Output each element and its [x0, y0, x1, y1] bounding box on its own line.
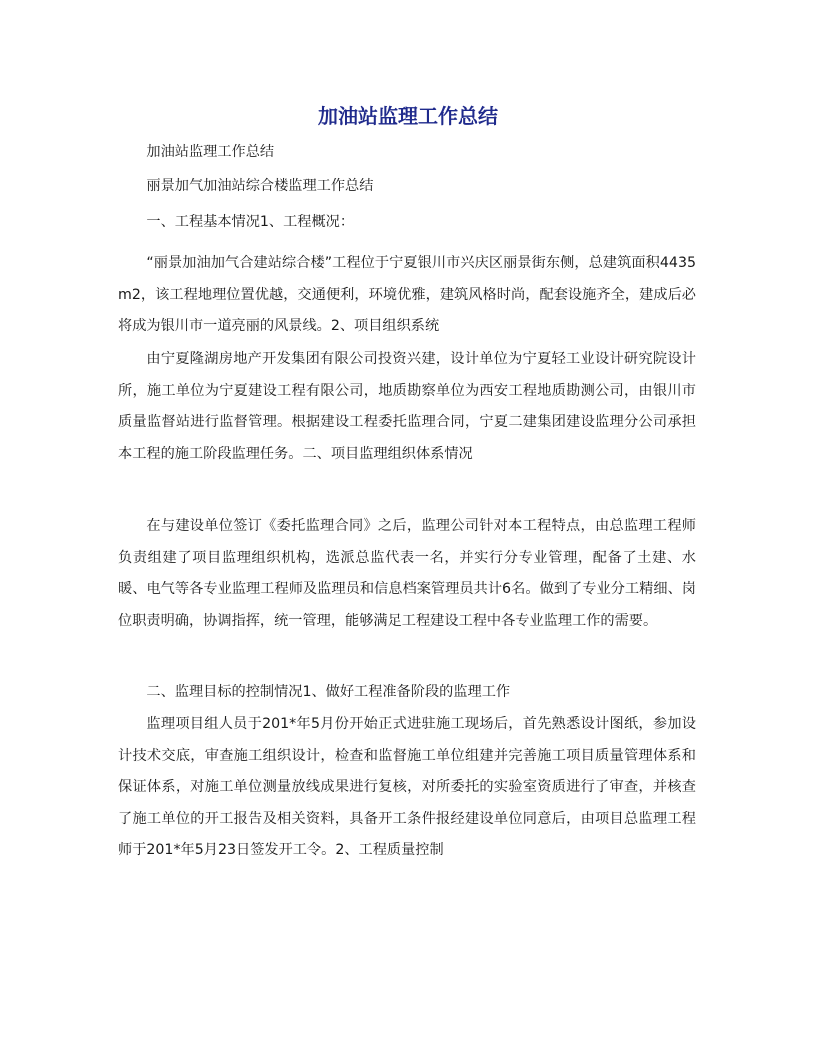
- paragraph-supervision-team: 在与建设单位签订《委托监理合同》之后，监理公司针对本工程特点，由总监理工程师负责组建了项目监理组织机构，选派总监代表一名，并实行分专业管理，配备了土建、水暖、电气等各专业监理工程师及监理员和信息档案管理员共计6名。做到了专业分工精细、岗位职责明确，协调指挥，统一管理，能够满足工程建设工程中各专业监理工作的需要。: [118, 518, 696, 629]
- paragraph-subtitle: 丽景加气加油站综合楼监理工作总结: [146, 178, 374, 194]
- paragraph-section-1: 一、工程基本情况1、工程概况：: [146, 214, 355, 230]
- paragraph-heading: 加油站监理工作总结: [146, 144, 275, 160]
- paragraph-organization: 由宁夏隆湖房地产开发集团有限公司投资兴建，设计单位为宁夏轻工业设计研究院设计所，施工单位为宁夏建设工程有限公司，地质勘察单位为西安工程地质勘测公司，由银川市质量监督站进行监督管理。根据建设工程委托监理合同，宁夏二建集团建设监理分公司承担本工程的施工阶段监理任务。二、项目监理组织体系情况: [118, 351, 696, 462]
- document-title: 加油站监理工作总结: [318, 104, 498, 128]
- paragraph-overview: “丽景加油加气合建站综合楼”工程位于宁夏银川市兴庆区丽景街东侧，总建筑面积4435m2，该工程地理位置优越，交通便利，环境优雅，建筑风格时尚，配套设施齐全，建成后必将成为银川市一道亮丽的风景线。2、项目组织系统: [118, 255, 696, 334]
- paragraph-section-2: 二、监理目标的控制情况1、做好工程准备阶段的监理工作: [146, 684, 511, 700]
- paragraph-preparation: 监理项目组人员于201*年5月份开始正式进驻施工现场后，首先熟悉设计图纸，参加设计技术交底，审查施工组织设计，检查和监督施工单位组建并完善施工项目质量管理体系和保证体系，对施工单位测量放线成果进行复核，对所委托的实验室资质进行了审查，并核查了施工单位的开工报告及相关资料，具备开工条件报经建设单位同意后，由项目总监理工程师于201*年5月23日签发开工令。2、工程质量控制: [118, 716, 696, 858]
